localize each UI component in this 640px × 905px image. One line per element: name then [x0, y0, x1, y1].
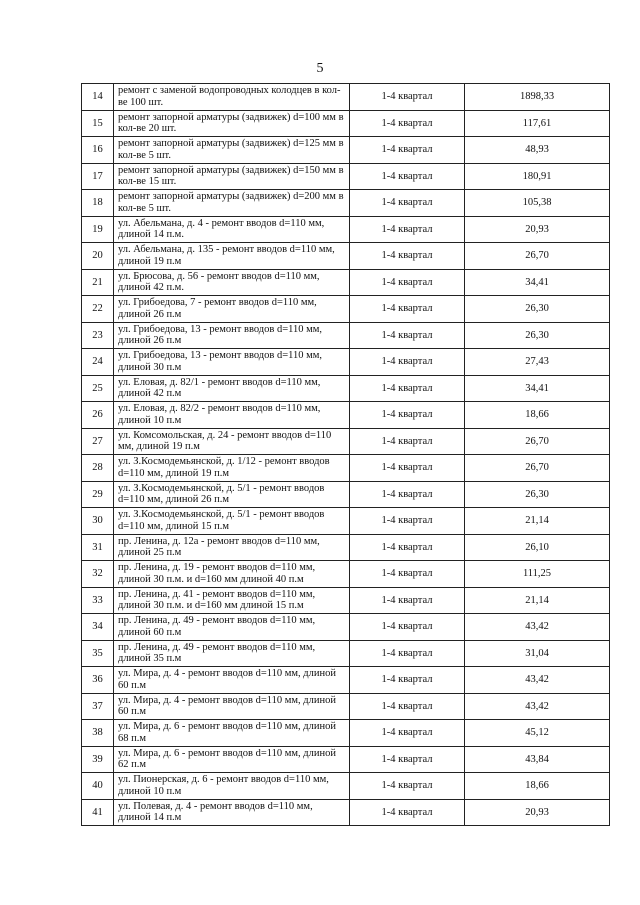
row-number: 22	[82, 296, 114, 323]
work-period: 1-4 квартал	[350, 481, 465, 508]
work-period: 1-4 квартал	[350, 296, 465, 323]
work-period: 1-4 квартал	[350, 534, 465, 561]
work-sum: 105,38	[465, 190, 610, 217]
work-period: 1-4 квартал	[350, 667, 465, 694]
table-row	[82, 534, 610, 561]
table-row	[82, 720, 610, 747]
row-number: 35	[82, 640, 114, 667]
table-row	[82, 693, 610, 720]
table-row	[82, 322, 610, 349]
row-number: 17	[82, 163, 114, 190]
work-period: 1-4 квартал	[350, 322, 465, 349]
table-row	[82, 296, 610, 323]
work-description: ул. Грибоедова, 13 - ремонт вводов d=110 мм, длиной 30 п.м	[114, 349, 350, 376]
work-period: 1-4 квартал	[350, 243, 465, 270]
work-description: ул. Мира, д. 4 - ремонт вводов d=110 мм, длиной 60 п.м	[114, 693, 350, 720]
table-row	[82, 508, 610, 535]
work-period: 1-4 квартал	[350, 137, 465, 164]
work-sum: 26,30	[465, 296, 610, 323]
work-sum: 20,93	[465, 216, 610, 243]
row-number: 26	[82, 402, 114, 429]
row-number: 24	[82, 349, 114, 376]
work-period: 1-4 квартал	[350, 402, 465, 429]
table-row	[82, 84, 610, 111]
work-sum: 45,12	[465, 720, 610, 747]
work-period: 1-4 квартал	[350, 269, 465, 296]
row-number: 15	[82, 110, 114, 137]
row-number: 18	[82, 190, 114, 217]
work-sum: 26,30	[465, 481, 610, 508]
work-sum: 21,14	[465, 508, 610, 535]
row-number: 41	[82, 799, 114, 826]
work-description: ул. З.Космодемьянской, д. 1/12 - ремонт вводов d=110 мм, длиной 19 п.м	[114, 455, 350, 482]
work-sum: 26,30	[465, 322, 610, 349]
work-description: ремонт запорной арматуры (задвижек) d=100 мм в кол-ве 20 шт.	[114, 110, 350, 137]
work-period: 1-4 квартал	[350, 216, 465, 243]
work-sum: 1898,33	[465, 84, 610, 111]
work-sum: 117,61	[465, 110, 610, 137]
work-sum: 27,43	[465, 349, 610, 376]
works-table-body	[82, 84, 610, 826]
row-number: 33	[82, 587, 114, 614]
table-row	[82, 561, 610, 588]
row-number: 29	[82, 481, 114, 508]
work-sum: 26,10	[465, 534, 610, 561]
work-description: ремонт запорной арматуры (задвижек) d=150 мм в кол-ве 15 шт.	[114, 163, 350, 190]
row-number: 37	[82, 693, 114, 720]
work-sum: 48,93	[465, 137, 610, 164]
work-description: ремонт запорной арматуры (задвижек) d=200 мм в кол-ве 5 шт.	[114, 190, 350, 217]
work-description: ул. Абельмана, д. 4 - ремонт вводов d=110 мм, длиной 14 п.м.	[114, 216, 350, 243]
work-description: пр. Ленина, д. 49 - ремонт вводов d=110 мм, длиной 60 п.м	[114, 614, 350, 641]
table-row	[82, 163, 610, 190]
work-sum: 31,04	[465, 640, 610, 667]
work-description: ремонт с заменой водопроводных колодцев в кол-ве 100 шт.	[114, 84, 350, 111]
work-description: ул. Еловая, д. 82/2 - ремонт вводов d=110 мм, длиной 10 п.м	[114, 402, 350, 429]
row-number: 25	[82, 375, 114, 402]
works-table	[81, 83, 610, 826]
table-row	[82, 216, 610, 243]
work-period: 1-4 квартал	[350, 349, 465, 376]
work-sum: 43,42	[465, 693, 610, 720]
work-description: ул. Абельмана, д. 135 - ремонт вводов d=110 мм, длиной 19 п.м	[114, 243, 350, 270]
work-description: ул. Еловая, д. 82/1 - ремонт вводов d=110 мм, длиной 42 п.м	[114, 375, 350, 402]
work-description: ремонт запорной арматуры (задвижек) d=125 мм в кол-ве 5 шт.	[114, 137, 350, 164]
table-row	[82, 773, 610, 800]
work-sum: 43,84	[465, 746, 610, 773]
row-number: 28	[82, 455, 114, 482]
work-period: 1-4 квартал	[350, 746, 465, 773]
work-description: ул. Комсомольская, д. 24 - ремонт вводов d=110 мм, длиной 19 п.м	[114, 428, 350, 455]
row-number: 36	[82, 667, 114, 694]
table-row	[82, 746, 610, 773]
work-period: 1-4 квартал	[350, 640, 465, 667]
work-sum: 111,25	[465, 561, 610, 588]
table-row	[82, 799, 610, 826]
work-period: 1-4 квартал	[350, 163, 465, 190]
work-sum: 180,91	[465, 163, 610, 190]
work-sum: 43,42	[465, 614, 610, 641]
table-row	[82, 614, 610, 641]
row-number: 16	[82, 137, 114, 164]
work-sum: 26,70	[465, 243, 610, 270]
row-number: 19	[82, 216, 114, 243]
row-number: 21	[82, 269, 114, 296]
row-number: 40	[82, 773, 114, 800]
work-period: 1-4 квартал	[350, 508, 465, 535]
work-sum: 21,14	[465, 587, 610, 614]
work-period: 1-4 квартал	[350, 720, 465, 747]
table-row	[82, 137, 610, 164]
work-sum: 26,70	[465, 428, 610, 455]
work-description: ул. Брюсова, д. 56 - ремонт вводов d=110 мм, длиной 42 п.м.	[114, 269, 350, 296]
work-period: 1-4 квартал	[350, 455, 465, 482]
work-description: ул. Грибоедова, 13 - ремонт вводов d=110 мм, длиной 26 п.м	[114, 322, 350, 349]
table-row	[82, 481, 610, 508]
work-description: ул. Пионерская, д. 6 - ремонт вводов d=110 мм, длиной 10 п.м	[114, 773, 350, 800]
table-row	[82, 110, 610, 137]
table-row	[82, 349, 610, 376]
table-row	[82, 269, 610, 296]
work-sum: 34,41	[465, 375, 610, 402]
table-row	[82, 190, 610, 217]
work-description: ул. Грибоедова, 7 - ремонт вводов d=110 мм, длиной 26 п.м	[114, 296, 350, 323]
table-row	[82, 428, 610, 455]
work-sum: 26,70	[465, 455, 610, 482]
work-period: 1-4 квартал	[350, 375, 465, 402]
work-period: 1-4 квартал	[350, 110, 465, 137]
work-period: 1-4 квартал	[350, 561, 465, 588]
table-row	[82, 455, 610, 482]
work-period: 1-4 квартал	[350, 190, 465, 217]
row-number: 34	[82, 614, 114, 641]
work-sum: 18,66	[465, 773, 610, 800]
work-sum: 18,66	[465, 402, 610, 429]
row-number: 14	[82, 84, 114, 111]
work-period: 1-4 квартал	[350, 614, 465, 641]
row-number: 27	[82, 428, 114, 455]
work-period: 1-4 квартал	[350, 773, 465, 800]
work-period: 1-4 квартал	[350, 428, 465, 455]
table-row	[82, 402, 610, 429]
table-row	[82, 587, 610, 614]
work-description: пр. Ленина, д. 41 - ремонт вводов d=110 мм, длиной 30 п.м. и d=160 мм длиной 15 п.м	[114, 587, 350, 614]
work-description: пр. Ленина, д. 12а - ремонт вводов d=110 мм, длиной 25 п.м	[114, 534, 350, 561]
work-period: 1-4 квартал	[350, 587, 465, 614]
table-row	[82, 667, 610, 694]
row-number: 38	[82, 720, 114, 747]
work-period: 1-4 квартал	[350, 799, 465, 826]
work-sum: 43,42	[465, 667, 610, 694]
row-number: 23	[82, 322, 114, 349]
row-number: 39	[82, 746, 114, 773]
work-description: пр. Ленина, д. 49 - ремонт вводов d=110 мм, длиной 35 п.м	[114, 640, 350, 667]
row-number: 31	[82, 534, 114, 561]
work-description: ул. Мира, д. 4 - ремонт вводов d=110 мм, длиной 60 п.м	[114, 667, 350, 694]
work-period: 1-4 квартал	[350, 693, 465, 720]
page-number: 5	[316, 61, 324, 76]
work-description: ул. Мира, д. 6 - ремонт вводов d=110 мм, длиной 62 п.м	[114, 746, 350, 773]
work-period: 1-4 квартал	[350, 84, 465, 111]
table-row	[82, 375, 610, 402]
work-sum: 20,93	[465, 799, 610, 826]
work-description: пр. Ленина, д. 19 - ремонт вводов d=110 мм, длиной 30 п.м. и d=160 мм длиной 40 п.м	[114, 561, 350, 588]
work-description: ул. З.Космодемьянской, д. 5/1 - ремонт вводов d=110 мм, длиной 26 п.м	[114, 481, 350, 508]
row-number: 30	[82, 508, 114, 535]
work-description: ул. З.Космодемьянской, д. 5/1 - ремонт вводов d=110 мм, длиной 15 п.м	[114, 508, 350, 535]
work-description: ул. Полевая, д. 4 - ремонт вводов d=110 мм, длиной 14 п.м	[114, 799, 350, 826]
table-row	[82, 640, 610, 667]
table-row	[82, 243, 610, 270]
work-sum: 34,41	[465, 269, 610, 296]
work-description: ул. Мира, д. 6 - ремонт вводов d=110 мм, длиной 68 п.м	[114, 720, 350, 747]
row-number: 20	[82, 243, 114, 270]
row-number: 32	[82, 561, 114, 588]
